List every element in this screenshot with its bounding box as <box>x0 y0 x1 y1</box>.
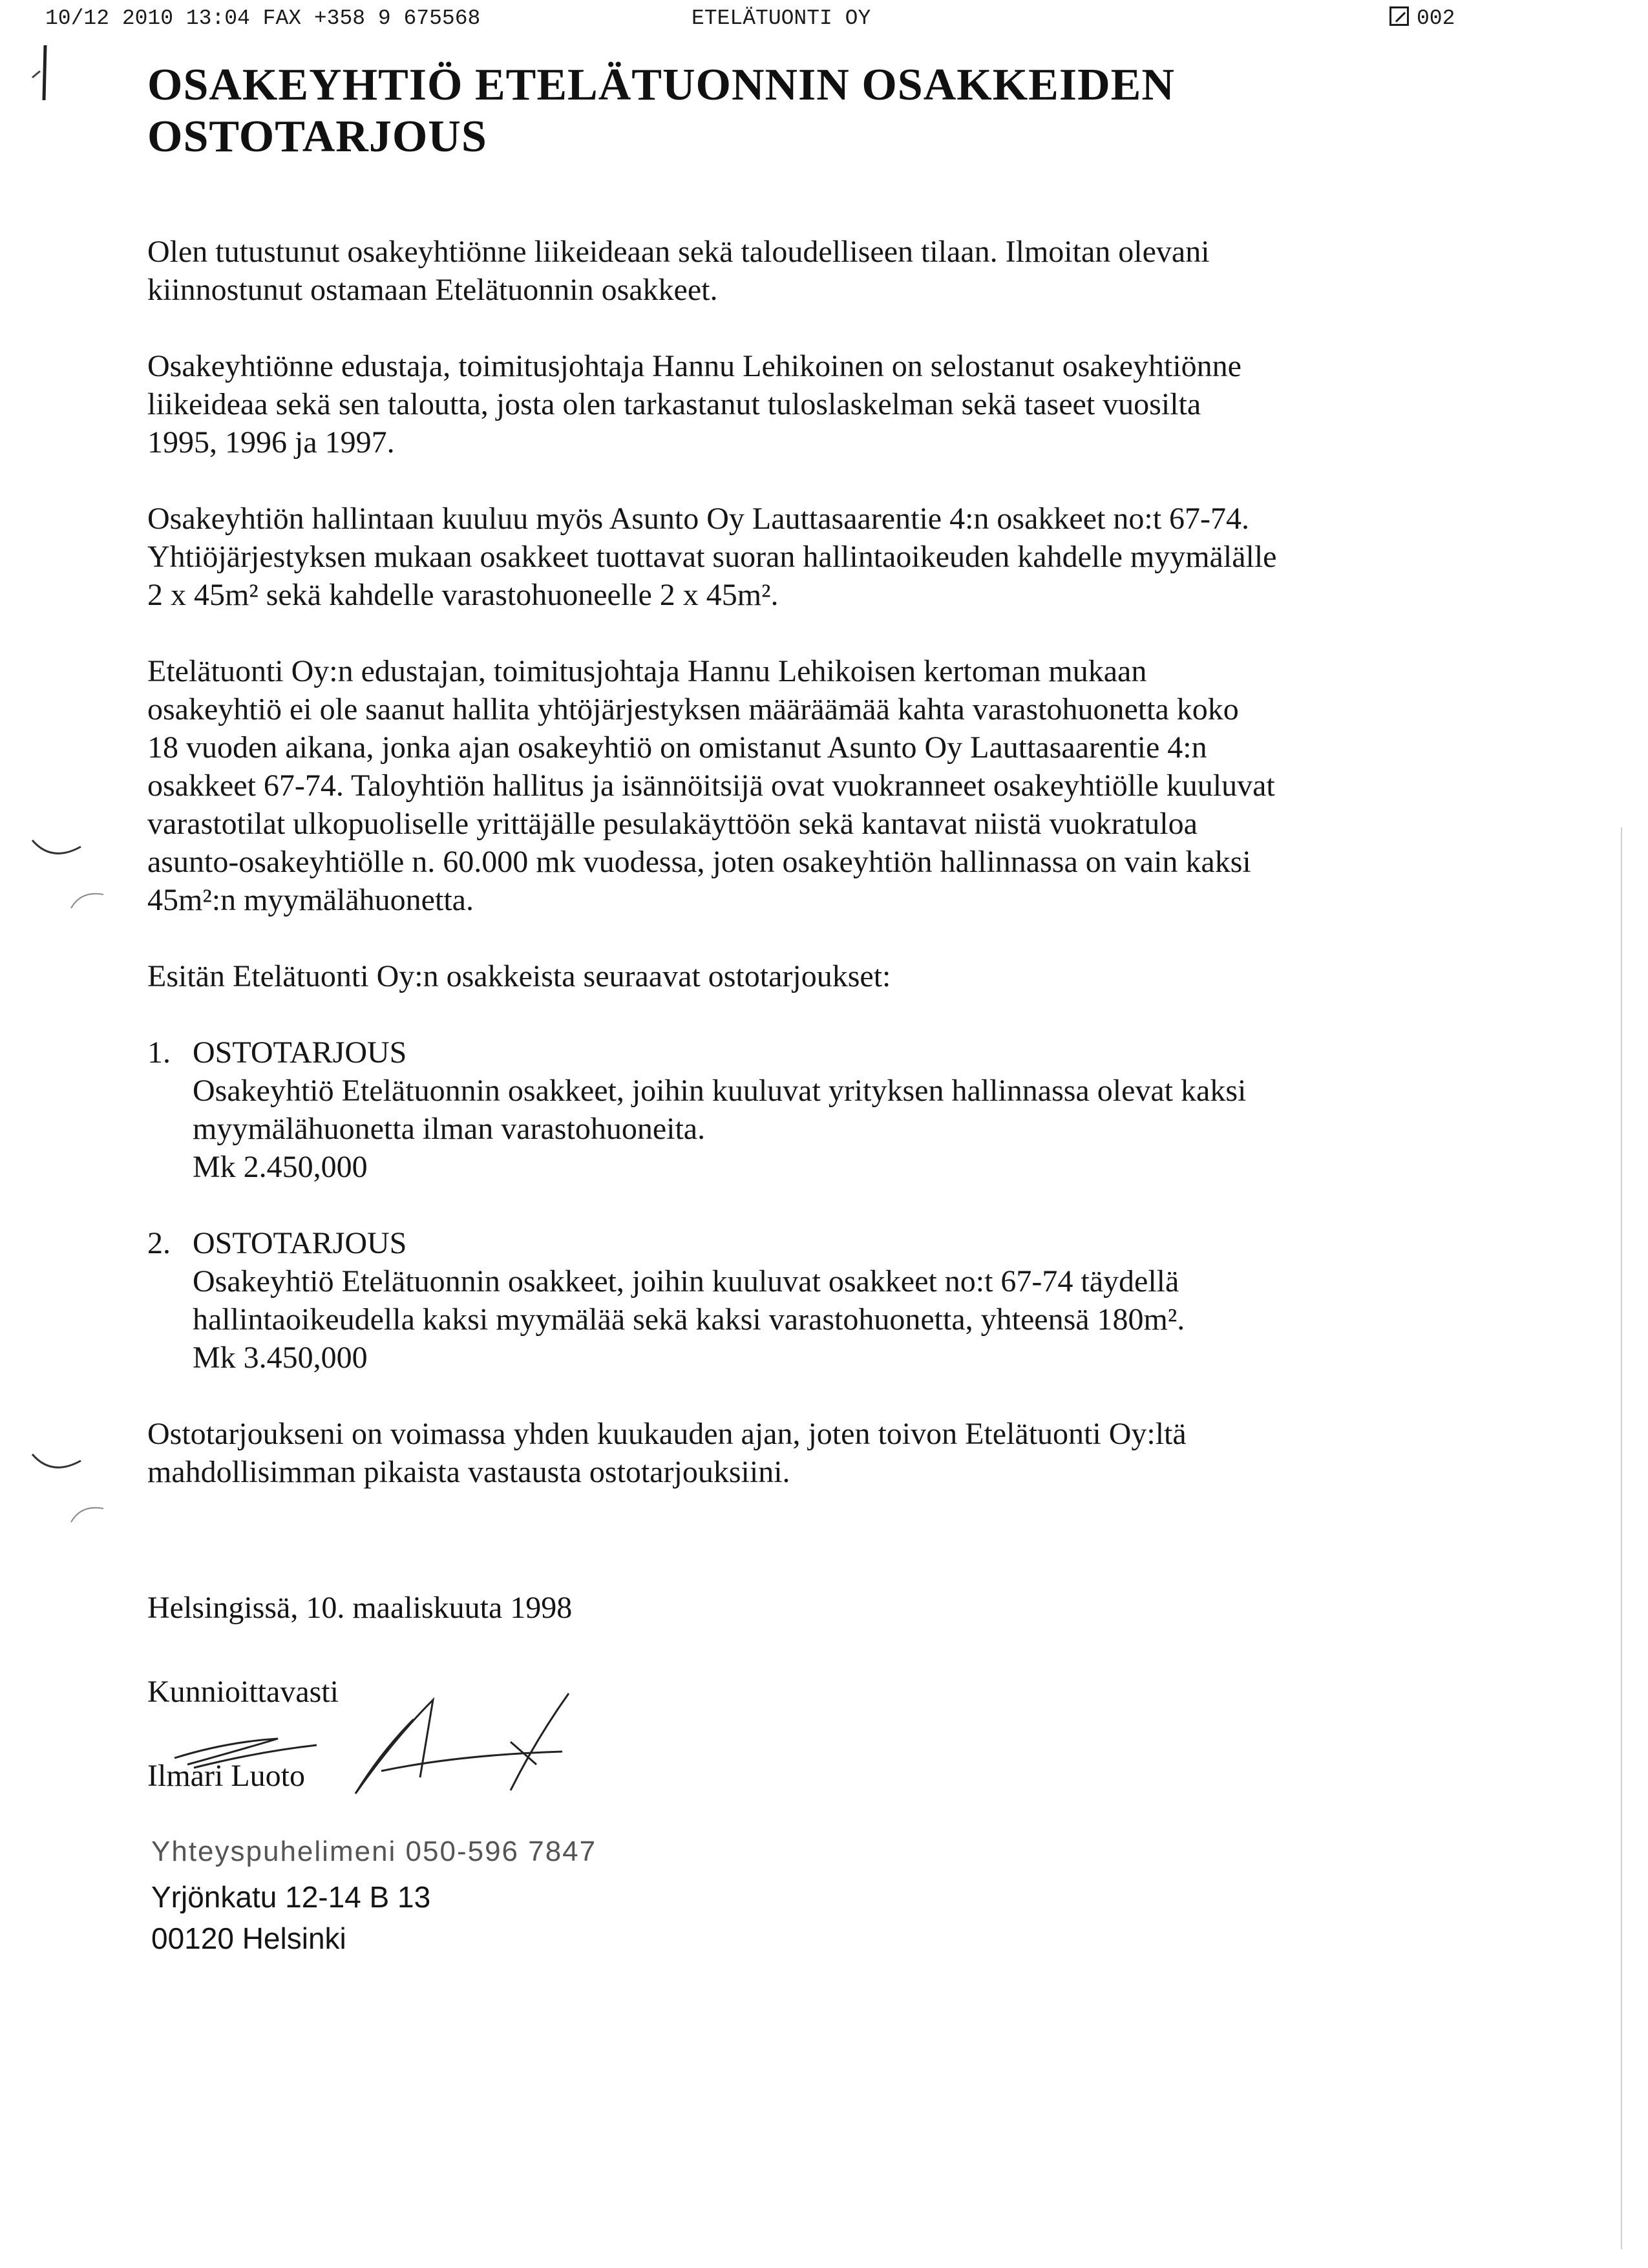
offer-heading <box>147 1033 1492 1072</box>
paragraph-representative <box>147 347 1492 461</box>
offer-price: Mk 3.450,000 <box>193 1341 368 1375</box>
binder-hole-mark-icon <box>26 1448 103 1532</box>
offer-line: Osakeyhtiö Etelätuonnin osakkeet, joihin kuuluvat yrityksen hallinnassa olevat kaksi <box>193 1074 1247 1108</box>
offer-price: Mk 2.450,000 <box>193 1150 368 1184</box>
offer-line: Osakeyhtiö Etelätuonnin osakkeet, joihin kuuluvat osakkeet no:t 67-74 täydellä <box>193 1264 1179 1298</box>
fax-page-icon <box>1389 6 1409 26</box>
closing-salutation: Kunnioittavasti <box>147 1675 339 1709</box>
fax-header-date-number: 10/12 2010 13:04 FAX +358 9 675568 <box>45 6 481 30</box>
paragraph-offers-intro <box>147 957 1492 995</box>
offer-line: hallintaoikeudella kaksi myymälää sekä kaksi varastohuonetta, yhteensä 180m². <box>193 1302 1185 1337</box>
text-line: 45m²:n myymälähuonetta. <box>147 883 474 917</box>
fax-header-sender: ETELÄTUONTI OY <box>692 6 871 30</box>
offer-2 <box>147 1224 1492 1377</box>
text-line: 1995, 1996 ja 1997. <box>147 425 395 460</box>
text-line: osakkeet 67-74. Taloyhtiön hallitus ja isännöitsijä ovat vuokranneet osakeyhtiölle kuuluvat <box>147 768 1275 803</box>
letter-body <box>147 233 1492 1529</box>
offer-title: OSTOTARJOUS <box>193 1035 407 1070</box>
paragraph-validity <box>147 1415 1492 1491</box>
offer-heading <box>147 1224 1492 1262</box>
title-line-1: OSAKEYHTIÖ ETELÄTUONNIN OSAKKEIDEN <box>147 60 1175 110</box>
punch-margin-mark-icon <box>13 39 78 116</box>
place-and-date: Helsingissä, 10. maaliskuuta 1998 <box>147 1591 573 1625</box>
paragraph-holdings <box>147 500 1492 614</box>
text-line: Etelätuonti Oy:n edustajan, toimitusjohtaja Hannu Lehikoisen kertoman mukaan <box>147 654 1147 688</box>
offer-title: OSTOTARJOUS <box>193 1226 407 1260</box>
text-line: Olen tutustunut osakeyhtiönne liikeideaan sekä taloudelliseen tilaan. Ilmoitan olevani <box>147 235 1210 269</box>
text-line: Ostotarjoukseni on voimassa yhden kuukauden ajan, joten toivon Etelätuonti Oy:ltä <box>147 1417 1187 1451</box>
text-line: varastotilat ulkopuoliselle yrittäjälle pesulakäyttöön sekä kantavat niistä vuokratuloa <box>147 807 1198 841</box>
offer-number: 2. <box>147 1226 171 1260</box>
address-street: Yrjönkatu 12-14 B 13 <box>151 1880 431 1914</box>
text-line: osakeyhtiö ei ole saanut hallita yhtöjärjestyksen määräämää kahta varastohuonetta koko <box>147 692 1239 726</box>
text-line: kiinnostunut ostamaan Etelätuonnin osakkeet. <box>147 273 718 307</box>
text-line: liikeideaa sekä sen taloutta, josta olen tarkastanut tuloslaskelman sekä taseet vuosilta <box>147 387 1201 421</box>
text-line: Esitän Etelätuonti Oy:n osakkeista seuraavat ostotarjoukset: <box>147 959 891 993</box>
offer-1 <box>147 1033 1492 1186</box>
contact-phone: Yhteyspuhelimeni 050-596 7847 <box>151 1836 597 1867</box>
paragraph-interest <box>147 233 1492 309</box>
offer-line: myymälähuonetta ilman varastohuoneita. <box>193 1112 706 1146</box>
binder-hole-mark-icon <box>26 834 103 918</box>
title-line-2: OSTOTARJOUS <box>147 112 487 162</box>
text-line: Osakeyhtiön hallintaan kuuluu myös Asunto Oy Lauttasaarentie 4:n osakkeet no:t 67-74. <box>147 502 1250 536</box>
scan-edge-line <box>1621 827 1622 2249</box>
document-title <box>147 59 1505 163</box>
text-line: asunto-osakeyhtiölle n. 60.000 mk vuodessa, joten osakeyhtiön hallinnassa on vain kaksi <box>147 845 1251 879</box>
signer-name: Ilmari Luoto <box>147 1759 305 1793</box>
fax-header <box>45 6 1467 39</box>
address-city: 00120 Helsinki <box>151 1922 346 1955</box>
text-line: 2 x 45m² sekä kahdelle varastohuoneelle 2 x 45m². <box>147 578 779 612</box>
text-line: 18 vuoden aikana, jonka ajan osakeyhtiö on omistanut Asunto Oy Lauttasaarentie 4:n <box>147 730 1207 765</box>
offer-number: 1. <box>147 1035 171 1070</box>
text-line: Yhtiöjärjestyksen mukaan osakkeet tuottavat suoran hallintaoikeuden kahdelle myymälälle <box>147 540 1277 574</box>
text-line: Osakeyhtiönne edustaja, toimitusjohtaja Hannu Lehikoinen on selostanut osakeyhtiönne <box>147 349 1241 383</box>
fax-header-page-number: 002 <box>1417 6 1455 30</box>
text-line: mahdollisimman pikaista vastausta ostotarjouksiini. <box>147 1455 790 1489</box>
paragraph-storage-dispute <box>147 652 1492 919</box>
